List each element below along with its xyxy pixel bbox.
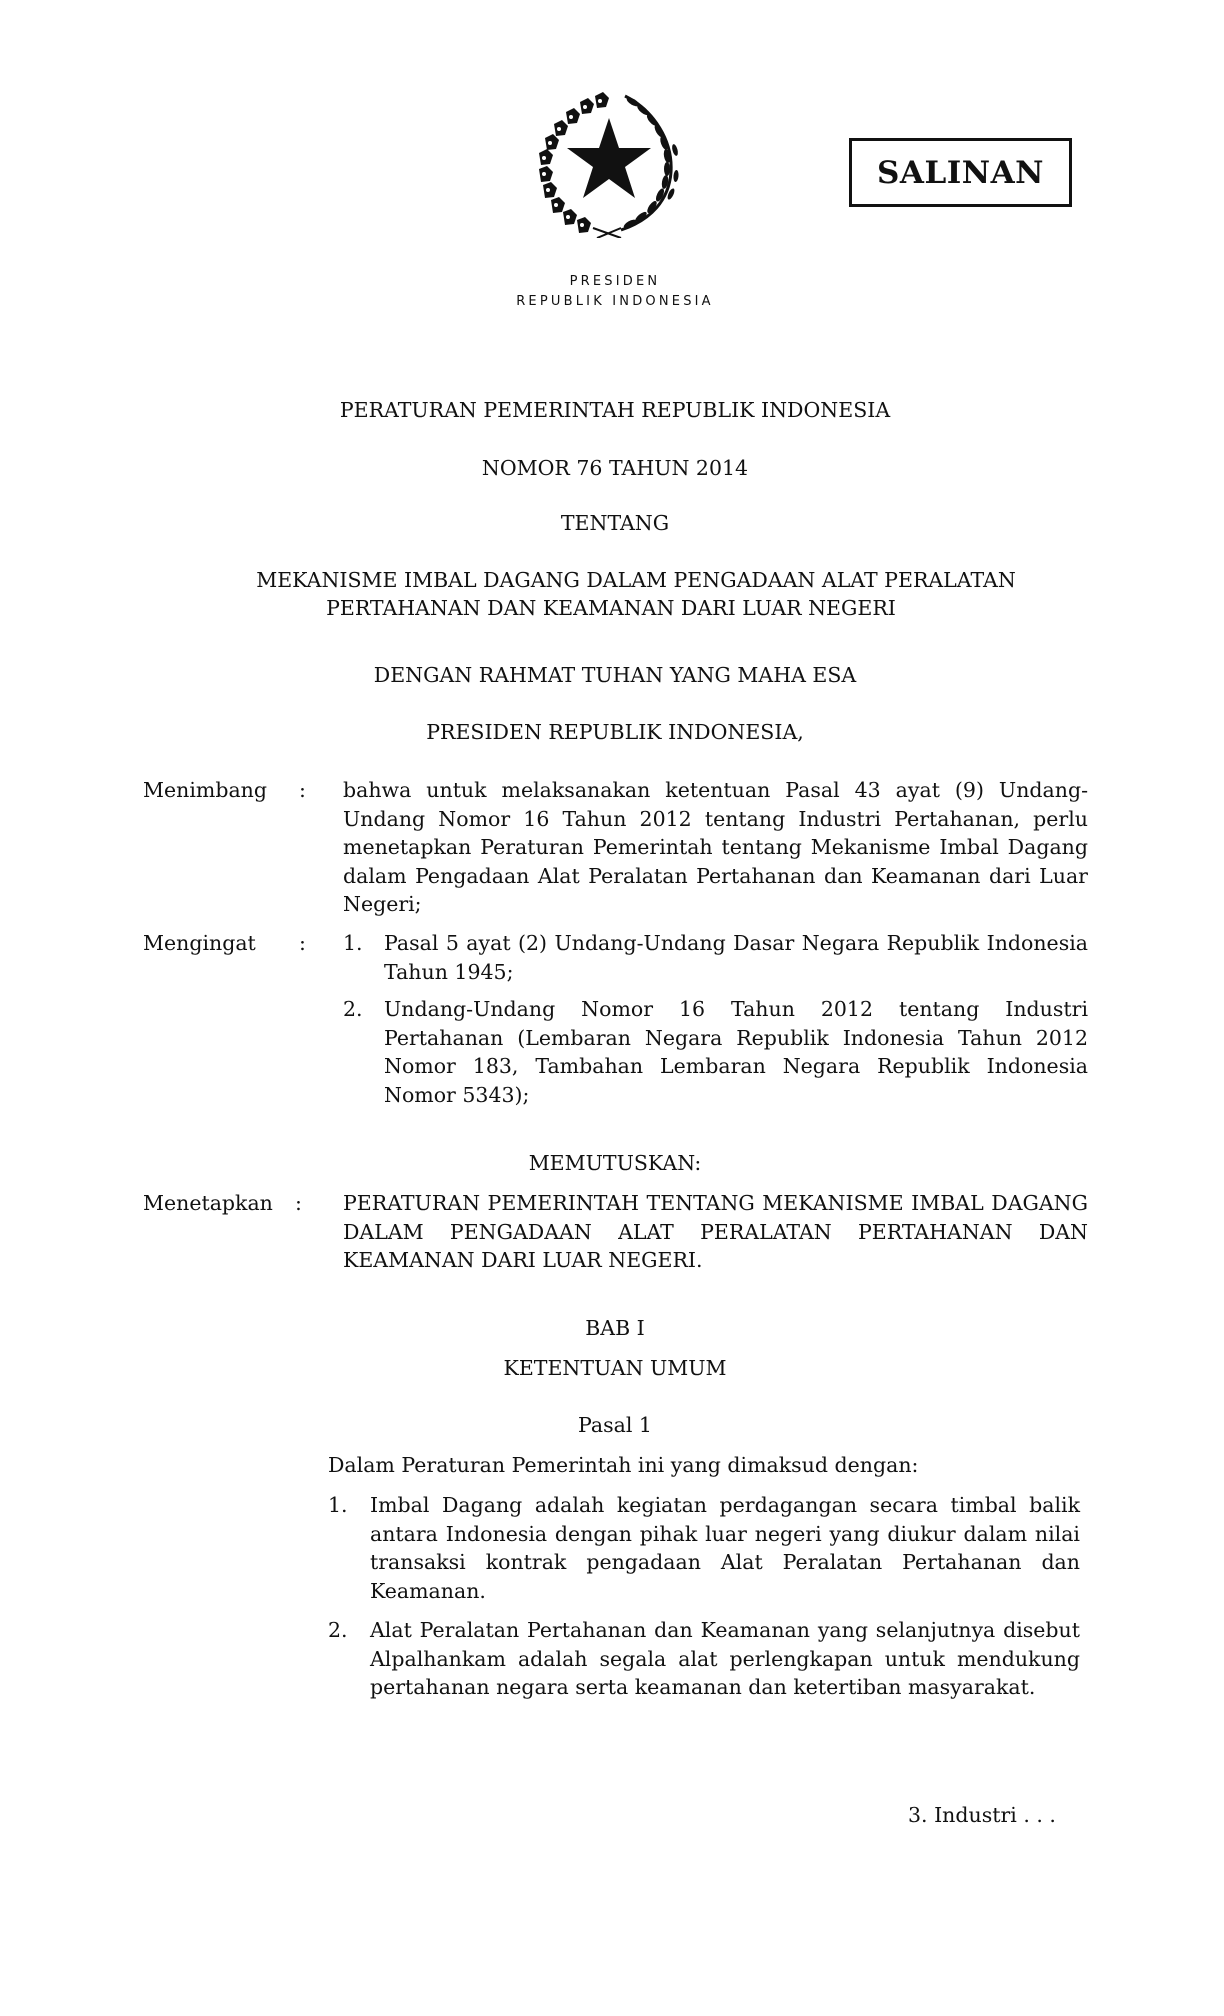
mengingat-item-text: Pasal 5 ayat (2) Undang-Undang Dasar Negara Republik Indonesia Tahun 1945; [384,931,1088,984]
logo-republik-indonesia-text: REPUBLIK INDONESIA [516,294,714,309]
page-continuation-note: 3. Industri . . . [908,1803,1056,1827]
menimbang-label: Menimbang [143,778,267,802]
menetapkan-text: PERATURAN PEMERINTAH TENTANG MEKANISME IMBAL DAGANG DALAM PENGADAAN ALAT PERALATAN PERTAHANAN DAN KEAMANAN DARI LUAR NEGERI. [343,1191,1088,1272]
pasal-heading: Pasal 1 [578,1413,652,1437]
definition-item [328,1616,1080,1702]
mengingat-list [343,929,1088,1109]
mengingat-item-number: 1. [343,931,363,955]
definition-item [328,1491,1080,1605]
chapter-title: KETENTUAN UMUM [503,1356,727,1380]
issuer: PRESIDEN REPUBLIK INDONESIA, [426,720,804,744]
mengingat-item-number: 2. [343,997,363,1021]
regulation-about-label: TENTANG [560,511,670,535]
salinan-stamp-text: SALINAN [877,154,1044,191]
regulation-subject-line1: MEKANISME IMBAL DAGANG DALAM PENGADAAN ALAT PERALATAN [256,568,1016,592]
invocation: DENGAN RAHMAT TUHAN YANG MAHA ESA [373,663,857,687]
regulation-number: NOMOR 76 TAHUN 2014 [481,456,749,480]
definition-item-text: Imbal Dagang adalah kegiatan perdagangan secara timbal balik antara Indonesia dengan pihak luar negeri yang diukur dalam nilai transaksi kontrak pengadaan Alat Peralatan Pertahanan dan Keamanan. [370,1493,1080,1603]
mengingat-item-text: Undang-Undang Nomor 16 Tahun 2012 tentang Industri Pertahanan (Lembaran Negara Republik Indonesia Tahun 2012 Nomor 183, Tambahan Lembaran Negara Republik Indonesia Nomor 5343); [384,997,1088,1107]
definition-item-number: 1. [328,1493,348,1517]
definition-list [328,1491,1080,1702]
definition-item-number: 2. [328,1618,348,1642]
logo-presiden-text: PRESIDEN [569,274,661,289]
menimbang-section [343,776,1088,919]
mengingat-label: Mengingat [143,931,256,955]
pasal-intro: Dalam Peraturan Pemerintah ini yang dimaksud dengan: [328,1453,919,1477]
mengingat-item [343,995,1088,1109]
salinan-stamp [849,138,1072,207]
mengingat-colon: : [299,931,306,955]
regulation-subject-line2: PERTAHANAN DAN KEAMANAN DARI LUAR NEGERI [326,596,896,620]
menimbang-text: bahwa untuk melaksanakan ketentuan Pasal 43 ayat (9) Undang-Undang Nomor 16 Tahun 2012 tentang Industri Pertahanan, perlu menetapkan Peraturan Pemerintah tentang Mekanisme Imbal Dagang dalam Pengadaan Alat Peralatan Pertahanan dan Keamanan dari Luar Negeri; [343,778,1088,916]
menetapkan-section [343,1189,1088,1275]
menimbang-colon: : [299,778,306,802]
presidential-emblem-icon [533,90,688,238]
regulation-title: PERATURAN PEMERINTAH REPUBLIK INDONESIA [339,398,891,422]
menetapkan-colon: : [295,1191,302,1215]
memutuskan-heading: MEMUTUSKAN: [528,1151,702,1175]
mengingat-item [343,929,1088,986]
definition-item-text: Alat Peralatan Pertahanan dan Keamanan yang selanjutnya disebut Alpalhankam adalah segala alat perlengkapan untuk mendukung pertahanan negara serta keamanan dan ketertiban masyarakat. [370,1618,1080,1699]
menetapkan-label: Menetapkan [143,1191,273,1215]
chapter-number: BAB I [585,1316,645,1340]
